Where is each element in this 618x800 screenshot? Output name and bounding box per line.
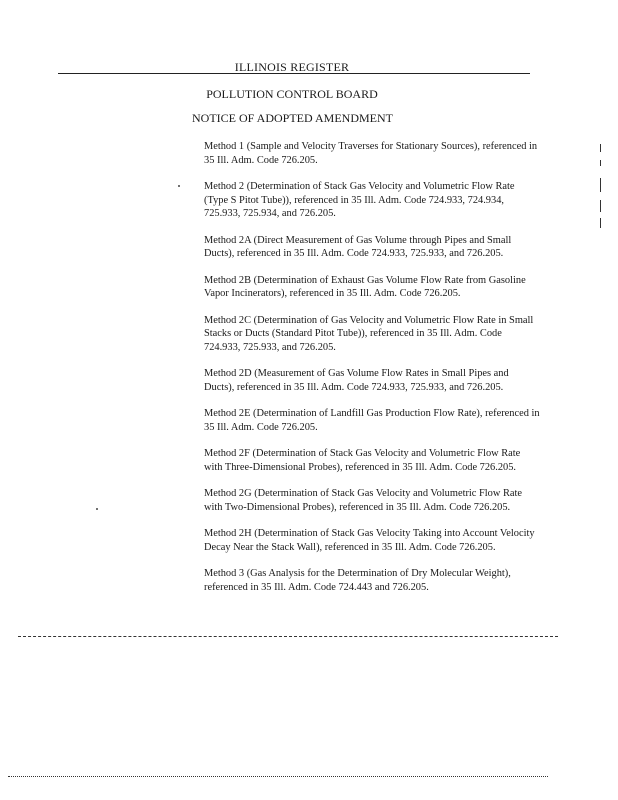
notice-title: NOTICE OF ADOPTED AMENDMENT (192, 111, 393, 125)
register-title: ILLINOIS REGISTER (234, 60, 350, 74)
revision-bar (600, 144, 601, 152)
revision-bar (600, 200, 601, 212)
revision-bar (600, 218, 601, 228)
revision-bar (600, 160, 601, 166)
method-item: Method 2B (Determination of Exhaust Gas Volume Flow Rate from Gasoline Vapor Incinerators), referenced in 35 Ill. Adm. Code 726.205. (204, 274, 526, 300)
method-item: Method 3 (Gas Analysis for the Determination of Dry Molecular Weight), referenced in 35 Ill. Adm. Code 724.443 and 726.205. (204, 568, 511, 593)
scan-artifact-line (18, 636, 558, 637)
scan-artifact-line (8, 776, 548, 777)
method-item: Method 2G (Determination of Stack Gas Velocity and Volumetric Flow Rate with Two-Dimensional Probes), referenced in 35 Ill. Adm. Code 726.205. (204, 488, 523, 513)
method-item: Method 2F (Determination of Stack Gas Velocity and Volumetric Flow Rate with Three-Dimensional Probes), referenced in 35 Ill. Adm. Code 726.205. (204, 448, 521, 473)
revision-bars (600, 140, 604, 240)
header-rule (58, 73, 530, 74)
method-item: Method 2E (Determination of Landfill Gas Production Flow Rate), referenced in 35 Ill. Adm. Code 726.205. (204, 408, 540, 433)
method-item: Method 1 (Sample and Velocity Traverses for Stationary Sources), referenced in 35 Ill. Adm. Code 726.205. (204, 141, 538, 166)
scan-speck (96, 508, 98, 510)
method-item: Method 2C (Determination of Gas Velocity and Volumetric Flow Rate in Small Stacks or Ducts (Standard Pitot Tube)), referenced in 35 Ill. Adm. Code 724.933, 725.933, and 726.205. (204, 314, 534, 353)
revision-bar (600, 178, 601, 192)
method-item: Method 2D (Measurement of Gas Volume Flow Rates in Small Pipes and Ducts), referenced in 35 Ill. Adm. Code 724.933, 725.933, and 726.205. (204, 368, 509, 393)
method-list (204, 140, 540, 607)
method-item: Method 2 (Determination of Stack Gas Velocity and Volumetric Flow Rate (Type S Pitot Tube)), referenced in 35 Ill. Adm. Code 724.933, 724.934, 725.933, 725.934, and 726.205. (204, 180, 515, 220)
board-title: POLLUTION CONTROL BOARD (206, 87, 378, 101)
method-item: Method 2H (Determination of Stack Gas Velocity Taking into Account Velocity Decay Near the Stack Wall), referenced in 35 Ill. Adm. Code 726.205. (204, 528, 535, 553)
method-item: Method 2A (Direct Measurement of Gas Volume through Pipes and Small Ducts), referenced in 35 Ill. Adm. Code 724.933, 725.933, and 726.205. (204, 234, 512, 260)
scan-speck (178, 185, 180, 187)
